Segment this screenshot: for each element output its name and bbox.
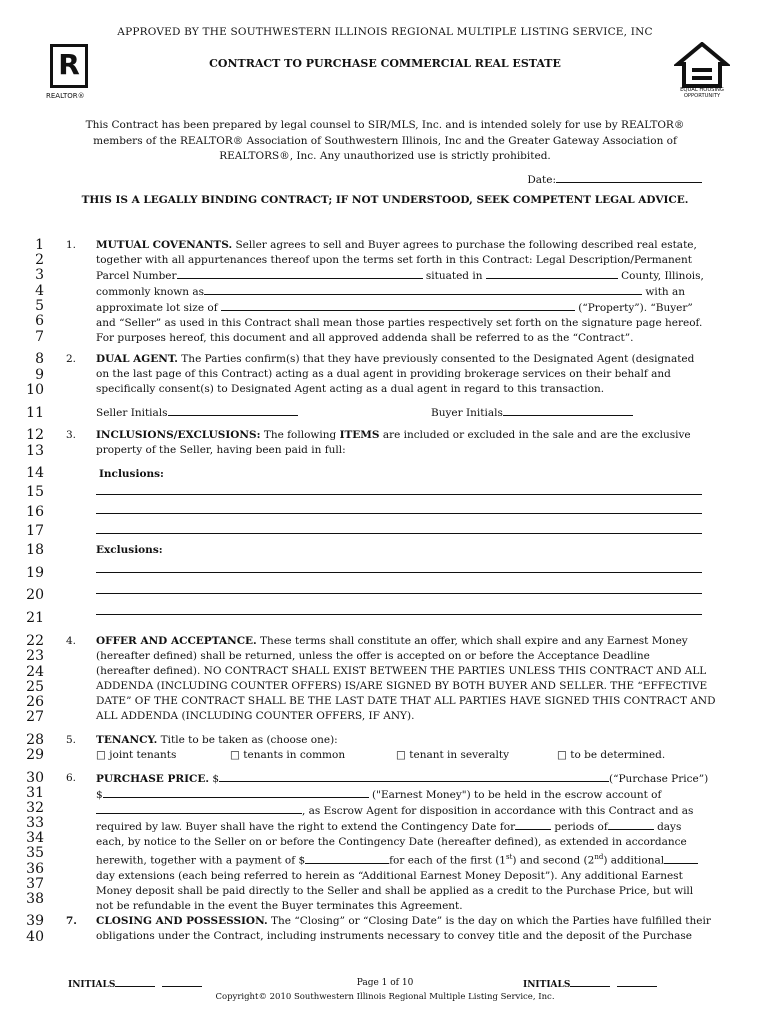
equal-housing-label: EQUAL HOUSING OPPORTUNITY	[680, 87, 724, 99]
line-number: 26	[26, 694, 44, 710]
line-number: 20	[26, 587, 44, 603]
copyright: Copyright© 2010 Southwestern Illinois Regional Multiple Listing Service, Inc.	[215, 992, 555, 1002]
line-number: 18	[26, 542, 44, 558]
section-number: 5.	[66, 734, 77, 746]
buyer-initials-blank[interactable]	[503, 405, 633, 416]
line-number: 30	[26, 770, 44, 786]
line-number: 23	[26, 648, 44, 664]
line-number: 11	[26, 405, 44, 421]
line-number: 13	[26, 443, 44, 459]
earnest-money-blank[interactable]	[103, 787, 369, 798]
date-blank[interactable]	[556, 172, 702, 183]
line-number: 33	[26, 815, 44, 831]
initials-blank[interactable]	[570, 978, 610, 987]
line-number: 25	[26, 679, 44, 695]
line-number: 19	[26, 565, 44, 581]
section-purchase-price: PURCHASE PRICE. $ (“Purchase Price”) $ ("Earnest Money") to be held in the escrow account of , as Escrow Agent for disposition in accordance with this Contract and as required by law. Buyer shall have the right to extend the Contingency Date for periods of days each, by notice to the Seller on or before the Contingency Date (hereafter defined), as extended in accordance herewith, together with a payment of $ for each of the first (1st) and second (2nd) additional day extensions (each being referred to herein as “Additional Earnest Money Deposit”). Any additional Earnest Money deposit shall be paid directly to the Seller and shall be applied as a credit to the Purchase Price, but will not be refundable in the event the Buyer terminates this Agreement.	[96, 773, 709, 912]
tenancy-option-severalty[interactable]: □ tenant in severalty	[396, 749, 510, 761]
line-number: 8	[35, 351, 44, 367]
page-number: Page 1 of 10	[356, 978, 414, 988]
line-number: 35	[26, 845, 44, 861]
line-number: 15	[26, 484, 44, 500]
line-number: 3	[35, 267, 44, 283]
intro-paragraph: This Contract has been prepared by legal counsel to SIR/MLS, Inc. and is intended solely for use by REALTOR® members of the REALTOR® Association of Southwestern Illinois, Inc and the Greater Gateway Association of REALTORS®, Inc. Any unauthorized use is strictly prohibited.	[85, 119, 685, 162]
line-number: 14	[26, 465, 44, 481]
tenancy-option-tbd[interactable]: □ to be determined.	[557, 749, 666, 761]
exclusions-line[interactable]	[96, 593, 702, 594]
section-dual-agent: DUAL AGENT. The Parties confirm(s) that they have previously consented to the Designated Agent (designated on the last page of this Contract) acting as a dual agent in providing brokerage services on their behalf and specifically consent(s) to Designated Agent acting as a dual agent in regard to this transaction.	[96, 353, 695, 395]
line-number: 29	[26, 747, 44, 763]
seller-initials-field[interactable]: Seller Initials	[96, 405, 356, 421]
situated-in-blank[interactable]	[486, 268, 618, 279]
buyer-initials-field[interactable]: Buyer Initials	[431, 405, 691, 421]
extension-payment-blank[interactable]	[305, 853, 389, 864]
section-number: 2.	[66, 353, 77, 365]
line-number: 34	[26, 830, 44, 846]
inclusions-label: Inclusions:	[99, 468, 164, 480]
line-number: 39	[26, 913, 44, 929]
section-number: 6.	[66, 772, 77, 784]
line-number: 21	[26, 610, 44, 626]
inclusions-line[interactable]	[96, 494, 702, 495]
section-mutual-covenants: MUTUAL COVENANTS. Seller agrees to sell and Buyer agrees to purchase the following described real estate, together with all appurtenances thereof upon the terms set forth in this Contract: Legal Description/Permanent Parcel Number situated in County, Illinois, commonly known as with an approximate lot size of (“Property”). “Buyer” and “Seller” as used in this Contract shall mean those parties respectively set forth on the signature page hereof. For purposes hereof, this document and all approved addenda shall be referred to as the “Contract”.	[96, 239, 704, 344]
section-number: 4.	[66, 635, 77, 647]
line-number: 22	[26, 633, 44, 649]
tenancy-option-common[interactable]: □ tenants in common	[230, 749, 346, 761]
checkbox-icon[interactable]: □	[96, 749, 110, 761]
line-number: 37	[26, 876, 44, 892]
line-number: 1	[35, 237, 44, 253]
line-number: 28	[26, 732, 44, 748]
document-title: CONTRACT TO PURCHASE COMMERCIAL REAL ESTATE	[209, 57, 561, 70]
footer-initials-left[interactable]: INITIALS	[68, 978, 202, 990]
line-number: 9	[35, 367, 44, 383]
section-tenancy: TENANCY. Title to be taken as (choose one):	[96, 734, 338, 746]
section-number: 7.	[66, 915, 77, 927]
seller-initials-blank[interactable]	[168, 405, 298, 416]
realtor-logo: R	[50, 44, 88, 88]
line-number: 17	[26, 523, 44, 539]
checkbox-icon[interactable]: □	[557, 749, 571, 761]
line-number: 24	[26, 664, 44, 680]
line-number: 27	[26, 709, 44, 725]
line-number: 31	[26, 785, 44, 801]
section-offer-acceptance: OFFER AND ACCEPTANCE. These terms shall constitute an offer, which shall expire and any Earnest Money (hereafter defined) shall be returned, unless the offer is accepted on or before the Acceptance Deadline (hereafter defined). NO CONTRACT SHALL EXIST BETWEEN THE PARTIES UNLESS THIS CONTRACT AND ALL ADDENDA (INCLUDING COUNTER OFFERS) IS/ARE SIGNED BY BOTH BUYER AND SELLER. THE “EFFECTIVE DATE” OF THE CONTRACT SHALL BE THE LAST DATE THAT ALL PARTIES HAVE SIGNED THIS CONTRACT AND ALL ADDENDA (INCLUDING COUNTER OFFERS, IF ANY).	[96, 635, 716, 722]
escrow-agent-blank[interactable]	[96, 803, 302, 814]
footer-initials-right[interactable]: INITIALS	[523, 978, 657, 990]
line-number: 40	[26, 929, 44, 945]
section-inclusions-exclusions: INCLUSIONS/EXCLUSIONS: The following ITEMS are included or excluded in the sale and are the exclusive property of the Seller, having been paid in full:	[96, 429, 691, 456]
exclusions-label: Exclusions:	[96, 544, 163, 556]
tenancy-option-joint[interactable]: □ joint tenants	[96, 749, 177, 761]
inclusions-line[interactable]	[96, 513, 702, 514]
line-number: 2	[35, 252, 44, 268]
line-number: 16	[26, 504, 44, 520]
exclusions-line[interactable]	[96, 614, 702, 615]
parcel-number-blank[interactable]	[177, 268, 423, 279]
line-number: 7	[35, 329, 44, 345]
initials-blank[interactable]	[617, 978, 657, 987]
line-number: 4	[35, 283, 44, 299]
realtor-wordmark: REALTOR®	[46, 92, 85, 100]
extension-days-blank[interactable]	[608, 819, 654, 830]
line-number: 6	[35, 313, 44, 329]
line-number: 36	[26, 861, 44, 877]
additional-blank[interactable]	[664, 853, 698, 864]
section-number: 1.	[66, 239, 77, 251]
extension-count-blank[interactable]	[515, 819, 551, 830]
purchase-price-blank[interactable]	[219, 771, 609, 782]
line-number: 5	[35, 298, 44, 314]
approval-line: APPROVED BY THE SOUTHWESTERN ILLINOIS REGIONAL MULTIPLE LISTING SERVICE, INC	[117, 26, 653, 38]
inclusions-line[interactable]	[96, 533, 702, 534]
checkbox-icon[interactable]: □	[396, 749, 410, 761]
legal-warning: THIS IS A LEGALLY BINDING CONTRACT; IF NOT UNDERSTOOD, SEEK COMPETENT LEGAL ADVICE.	[81, 194, 689, 206]
section-closing-possession: CLOSING AND POSSESSION. The “Closing” or “Closing Date” is the day on which the Parties have fulfilled their obligations under the Contract, including instruments necessary to convey title and the deposit of the Purchase	[96, 915, 711, 942]
line-number: 32	[26, 800, 44, 816]
line-number: 12	[26, 427, 44, 443]
section-number: 3.	[66, 429, 77, 441]
checkbox-icon[interactable]: □	[230, 749, 244, 761]
date-field[interactable]: Date:	[527, 172, 702, 186]
exclusions-line[interactable]	[96, 572, 702, 573]
lot-size-blank[interactable]	[221, 300, 575, 311]
commonly-known-as-blank[interactable]	[204, 284, 642, 295]
line-number: 10	[26, 382, 44, 398]
line-number: 38	[26, 891, 44, 907]
